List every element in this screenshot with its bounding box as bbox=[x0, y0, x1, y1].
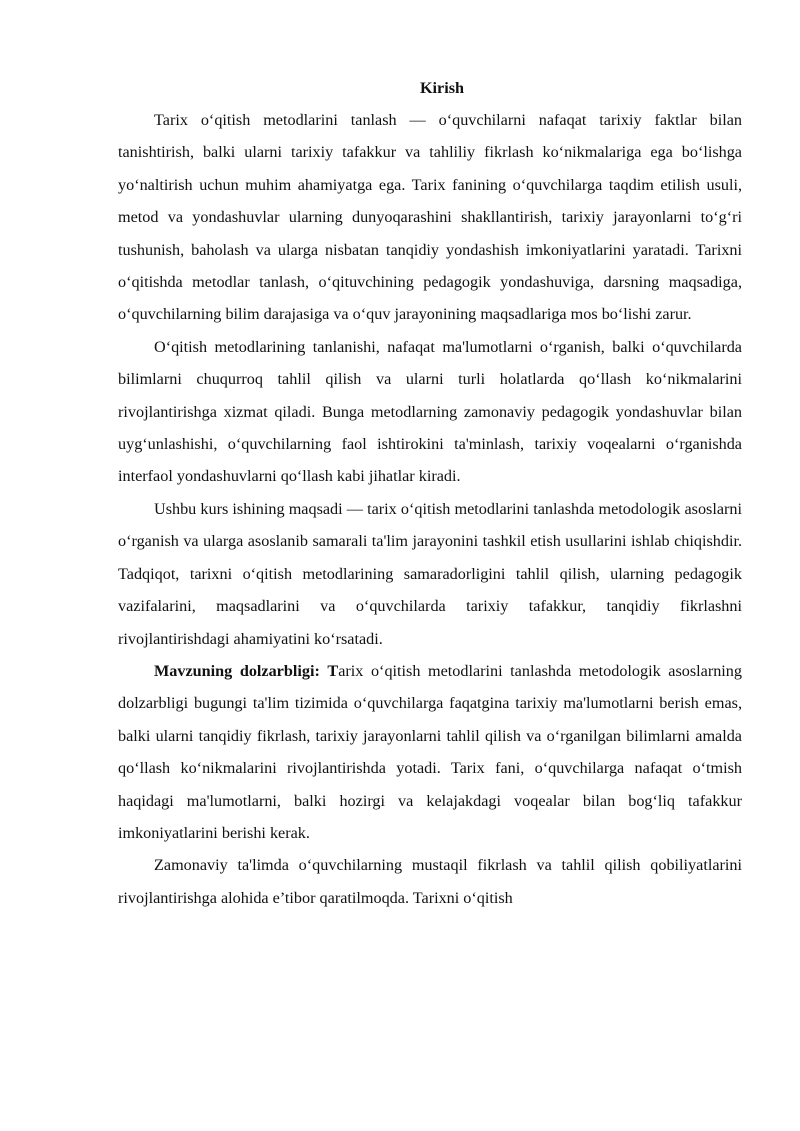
paragraph-intro: Tarix o‘qitish metodlarini tanlash — o‘quvchilarni nafaqat tarixiy faktlar bilan tanishtirish, balki ularni tarixiy tafakkur va tahliliy fikrlash ko‘nikmalariga ega bo‘lishga yo‘naltirish uchun muhim ahamiyatga ega. Tarix fanining o‘quvchilarga taqdim etilish usuli, metod va yondashuvlar ularning dunyoqarashini shakllantirish, tarixiy jarayonlarni to‘g‘ri tushunish, baholash va ularga nisbatan tanqidiy yondashish imkoniyatlarini yaratadi. Tarixni o‘qitishda metodlar tanlash, o‘qituvchining pedagogik yondashuviga, darsning maqsadiga, o‘quvchilarning bilim darajasiga va o‘quv jarayonining maqsadlariga mos bo‘lishi zarur. bbox=[118, 111, 742, 324]
paragraph-modern-education: Zamonaviy ta'limda o‘quvchilarning mustaqil fikrlash va tahlil qilish qobiliyatlarini rivojlantirishga alohida e’tibor qaratilmoqda. Tarixni o‘qitish bbox=[118, 856, 742, 907]
paragraph-methods: O‘qitish metodlarining tanlanishi, nafaqat ma'lumotlarni o‘rganish, balki o‘quvchilarda bilimlarni chuqurroq tahlil qilish va ularni turli holatlarda qo‘llash ko‘nikmalarini rivojlantirishga xizmat qiladi. Bunga metodlarning zamonaviy pedagogik yondashuvlar bilan uyg‘unlashishi, o‘quvchilarning faol ishtirokini ta'minlash, tarixiy voqealarni o‘rganishda interfaol yondashuvlarni qo‘llash kabi jihatlar kiradi. bbox=[118, 337, 742, 486]
paragraph-goal: Ushbu kurs ishining maqsadi — tarix o‘qitish metodlarini tanlashda metodologik asoslarni o‘rganish va ularga asoslanib samarali ta'lim jarayonini tashkil etish usullarini ishlab chiqishdir. Tadqiqot, tarixni o‘qitish metodlarining samaradorligini tahlil qilish, ularning pedagogik vazifalarini, maqsadlarini va o‘quvchilarda tarixiy tafakkur, tanqidiy fikrlashni rivojlantirishdagi ahamiyatini ko‘rsatadi. bbox=[118, 499, 742, 648]
document-body bbox=[118, 72, 742, 914]
relevance-label: Mavzuning dolzarbligi: bbox=[154, 661, 320, 680]
relevance-first-letter: T bbox=[327, 661, 339, 680]
relevance-text: arix o‘qitish metodlarini tanlashda metodologik asoslarning dolzarbligi bugungi ta'lim tizimida o‘quvchilarga faqatgina tarixiy ma'lumotlarni berish emas, balki ularni tanqidiy fikrlash, tarixiy jarayonlarni tahlil qilish va o‘rganilgan bilimlarni amalda qo‘llash ko‘nikmalarini rivojlantirishda yotadi. Tarix fani, o‘quvchilarga nafaqat o‘tmish haqidagi ma'lumotlarni, balki hozirgi va kelajakdagi voqealar bilan bog‘liq tafakkur imkoniyatlarini berishi kerak. bbox=[118, 661, 742, 842]
section-title: Kirish bbox=[419, 79, 465, 97]
paragraph-relevance bbox=[118, 655, 742, 849]
